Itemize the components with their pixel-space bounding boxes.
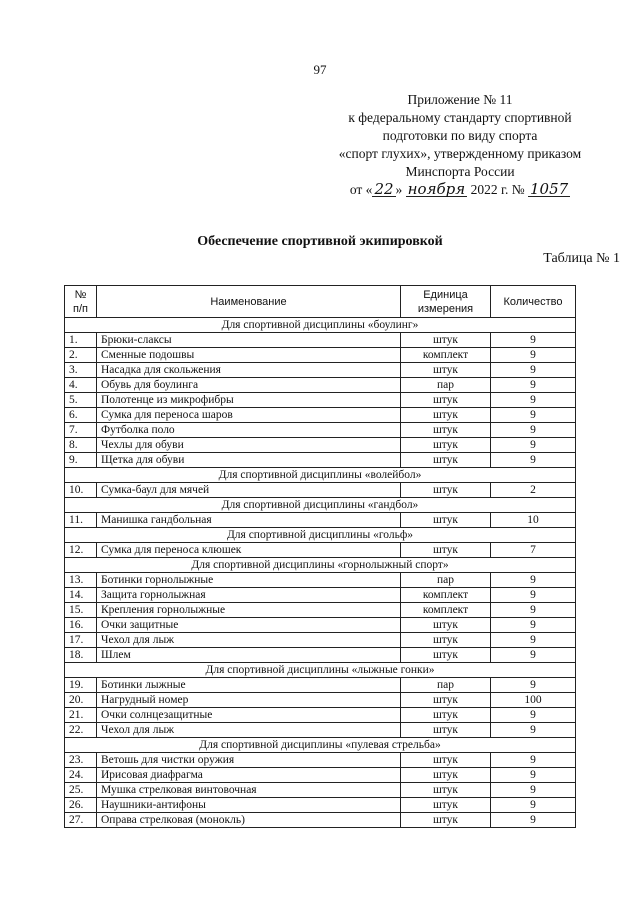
item-unit: штук xyxy=(401,798,491,813)
item-unit: штук xyxy=(401,483,491,498)
row-number: 12. xyxy=(65,543,97,558)
item-unit: пар xyxy=(401,678,491,693)
section-row xyxy=(65,738,576,753)
item-name: Чехол для лыж xyxy=(97,723,401,738)
header-date-line: от « 22 » ноября 2022 г. № 1057 xyxy=(349,180,569,198)
section-title: Для спортивной дисциплины «волейбол» xyxy=(65,468,576,483)
section-title: Для спортивной дисциплины «горнолыжный спорт» xyxy=(65,558,576,573)
item-unit: штук xyxy=(401,768,491,783)
item-unit: штук xyxy=(401,648,491,663)
item-name: Очки защитные xyxy=(97,618,401,633)
item-name: Сумка для переноса клюшек xyxy=(97,543,401,558)
row-number: 27. xyxy=(65,813,97,828)
document-title: Обеспечение спортивной экипировкой xyxy=(197,234,443,249)
row-number: 23. xyxy=(65,753,97,768)
table-row xyxy=(65,588,576,603)
item-name: Насадка для скольжения xyxy=(97,363,401,378)
item-name: Нагрудный номер xyxy=(97,693,401,708)
item-unit: штук xyxy=(401,393,491,408)
item-quantity: 9 xyxy=(491,348,576,363)
appendix-header xyxy=(300,91,620,199)
item-name: Обувь для боулинга xyxy=(97,378,401,393)
item-name: Щетка для обуви xyxy=(97,453,401,468)
row-number: 8. xyxy=(65,438,97,453)
table-body xyxy=(65,318,576,828)
section-row xyxy=(65,498,576,513)
row-number: 13. xyxy=(65,573,97,588)
table-row xyxy=(65,648,576,663)
item-unit: штук xyxy=(401,693,491,708)
row-number: 25. xyxy=(65,783,97,798)
item-name: Ботинки лыжные xyxy=(97,678,401,693)
row-number: 4. xyxy=(65,378,97,393)
header-line-5: Минспорта России xyxy=(405,164,515,179)
header-line-3: подготовки по виду спорта xyxy=(382,128,538,143)
item-quantity: 9 xyxy=(491,393,576,408)
item-name: Сменные подошвы xyxy=(97,348,401,363)
item-unit: пар xyxy=(401,573,491,588)
row-number: 7. xyxy=(65,423,97,438)
item-unit: комплект xyxy=(401,348,491,363)
item-name: Полотенце из микрофибры xyxy=(97,393,401,408)
row-number: 11. xyxy=(65,513,97,528)
item-name: Манишка гандбольная xyxy=(97,513,401,528)
row-number: 9. xyxy=(65,453,97,468)
item-name: Ботинки горнолыжные xyxy=(97,573,401,588)
equipment-table xyxy=(64,285,576,828)
row-number: 3. xyxy=(65,363,97,378)
section-row xyxy=(65,468,576,483)
table-row xyxy=(65,348,576,363)
table-row xyxy=(65,333,576,348)
row-number: 15. xyxy=(65,603,97,618)
item-quantity: 9 xyxy=(491,363,576,378)
table-row xyxy=(65,423,576,438)
table-row xyxy=(65,573,576,588)
section-title: Для спортивной дисциплины «гандбол» xyxy=(65,498,576,513)
item-quantity: 9 xyxy=(491,333,576,348)
table-row xyxy=(65,363,576,378)
table-row xyxy=(65,543,576,558)
item-name: Ирисовая диафрагма xyxy=(97,768,401,783)
col-header-num: № п/п xyxy=(65,286,97,318)
row-number: 24. xyxy=(65,768,97,783)
item-name: Футболка поло xyxy=(97,423,401,438)
item-unit: штук xyxy=(401,618,491,633)
row-number: 5. xyxy=(65,393,97,408)
col-header-qty: Количество xyxy=(491,286,576,318)
item-quantity: 7 xyxy=(491,543,576,558)
item-unit: штук xyxy=(401,543,491,558)
row-number: 14. xyxy=(65,588,97,603)
item-unit: штук xyxy=(401,753,491,768)
item-name: Брюки-слаксы xyxy=(97,333,401,348)
item-unit: штук xyxy=(401,723,491,738)
row-number: 22. xyxy=(65,723,97,738)
item-quantity: 9 xyxy=(491,783,576,798)
row-number: 20. xyxy=(65,693,97,708)
header-line-4: «спорт глухих», утвержденному приказом xyxy=(338,146,582,161)
item-unit: комплект xyxy=(401,588,491,603)
section-title: Для спортивной дисциплины «гольф» xyxy=(65,528,576,543)
table-row xyxy=(65,693,576,708)
table-row xyxy=(65,483,576,498)
item-name: Чехол для лыж xyxy=(97,633,401,648)
item-quantity: 9 xyxy=(491,573,576,588)
section-row xyxy=(65,318,576,333)
row-number: 6. xyxy=(65,408,97,423)
item-unit: штук xyxy=(401,423,491,438)
item-quantity: 9 xyxy=(491,633,576,648)
item-quantity: 9 xyxy=(491,723,576,738)
item-name: Защита горнолыжная xyxy=(97,588,401,603)
item-unit: штук xyxy=(401,513,491,528)
item-quantity: 9 xyxy=(491,678,576,693)
item-quantity: 9 xyxy=(491,453,576,468)
item-quantity: 100 xyxy=(491,693,576,708)
item-quantity: 9 xyxy=(491,408,576,423)
item-quantity: 10 xyxy=(491,513,576,528)
item-name: Очки солнцезащитные xyxy=(97,708,401,723)
section-row xyxy=(65,528,576,543)
table-row xyxy=(65,768,576,783)
item-quantity: 9 xyxy=(491,438,576,453)
page-number: 97 xyxy=(313,62,327,77)
header-line-1: Приложение № 11 xyxy=(407,92,513,107)
item-unit: штук xyxy=(401,408,491,423)
table-row xyxy=(65,378,576,393)
table-row xyxy=(65,753,576,768)
item-unit: комплект xyxy=(401,603,491,618)
item-unit: штук xyxy=(401,363,491,378)
table-row xyxy=(65,438,576,453)
item-quantity: 9 xyxy=(491,618,576,633)
item-name: Чехлы для обуви xyxy=(97,438,401,453)
table-row xyxy=(65,393,576,408)
item-quantity: 2 xyxy=(491,483,576,498)
row-number: 17. xyxy=(65,633,97,648)
table-row xyxy=(65,618,576,633)
handwritten-order-number: 1057 xyxy=(529,180,569,198)
table-header-row xyxy=(65,286,576,318)
row-number: 26. xyxy=(65,798,97,813)
section-title: Для спортивной дисциплины «боулинг» xyxy=(65,318,576,333)
item-unit: штук xyxy=(401,813,491,828)
col-header-name: Наименование xyxy=(97,286,401,318)
row-number: 2. xyxy=(65,348,97,363)
item-name: Крепления горнолыжные xyxy=(97,603,401,618)
item-unit: штук xyxy=(401,783,491,798)
item-name: Ветошь для чистки оружия xyxy=(97,753,401,768)
item-unit: штук xyxy=(401,708,491,723)
item-quantity: 9 xyxy=(491,768,576,783)
item-name: Сумка для переноса шаров xyxy=(97,408,401,423)
table-row xyxy=(65,603,576,618)
table-row xyxy=(65,633,576,648)
item-quantity: 9 xyxy=(491,708,576,723)
row-number: 16. xyxy=(65,618,97,633)
item-quantity: 9 xyxy=(491,423,576,438)
row-number: 19. xyxy=(65,678,97,693)
table-row xyxy=(65,783,576,798)
item-name: Оправа стрелковая (монокль) xyxy=(97,813,401,828)
table-row xyxy=(65,678,576,693)
table-row xyxy=(65,453,576,468)
col-header-unit: Единица измерения xyxy=(401,286,491,318)
section-title: Для спортивной дисциплины «пулевая стрельба» xyxy=(65,738,576,753)
handwritten-day: 22 xyxy=(374,180,394,198)
table-row xyxy=(65,798,576,813)
item-quantity: 9 xyxy=(491,378,576,393)
item-quantity: 9 xyxy=(491,603,576,618)
section-row xyxy=(65,558,576,573)
item-unit: штук xyxy=(401,438,491,453)
row-number: 10. xyxy=(65,483,97,498)
table-row xyxy=(65,513,576,528)
item-name: Наушники-антифоны xyxy=(97,798,401,813)
item-quantity: 9 xyxy=(491,753,576,768)
item-unit: штук xyxy=(401,453,491,468)
table-row xyxy=(65,723,576,738)
item-quantity: 9 xyxy=(491,813,576,828)
table-row xyxy=(65,708,576,723)
row-number: 18. xyxy=(65,648,97,663)
item-quantity: 9 xyxy=(491,588,576,603)
row-number: 21. xyxy=(65,708,97,723)
table-row xyxy=(65,408,576,423)
item-name: Шлем xyxy=(97,648,401,663)
item-unit: штук xyxy=(401,633,491,648)
item-name: Мушка стрелковая винтовочная xyxy=(97,783,401,798)
item-quantity: 9 xyxy=(491,648,576,663)
item-quantity: 9 xyxy=(491,798,576,813)
item-unit: штук xyxy=(401,333,491,348)
row-number: 1. xyxy=(65,333,97,348)
handwritten-month: ноября xyxy=(407,180,466,198)
table-row xyxy=(65,813,576,828)
section-row xyxy=(65,663,576,678)
item-unit: пар xyxy=(401,378,491,393)
item-name: Сумка-баул для мячей xyxy=(97,483,401,498)
header-line-2: к федеральному стандарту спортивной xyxy=(348,110,572,125)
table-label: Таблица № 1 xyxy=(543,251,620,266)
section-title: Для спортивной дисциплины «лыжные гонки» xyxy=(65,663,576,678)
